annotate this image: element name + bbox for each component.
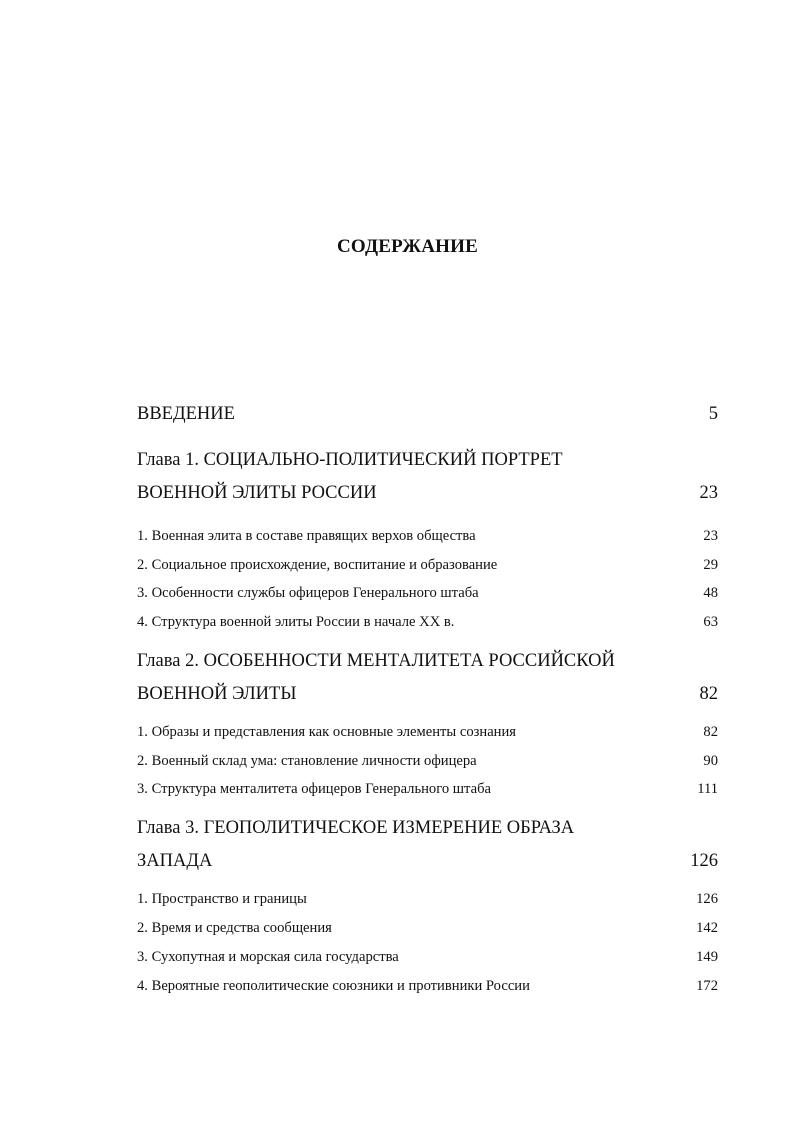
toc-section-page: 90 <box>703 753 718 769</box>
toc-section-page: 29 <box>703 557 718 573</box>
toc-section <box>137 614 718 631</box>
chapter-3-page: 126 <box>690 851 718 871</box>
toc-section-label: 4. Структура военной элиты России в начале XX в. <box>137 614 455 630</box>
chapter-2-title-line2 <box>137 684 718 705</box>
toc-section <box>137 978 718 995</box>
toc-section-label: 4. Вероятные геополитические союзники и противники России <box>137 978 530 994</box>
chapter-2-title: ВОЕННОЙ ЭЛИТЫ <box>137 684 297 704</box>
toc-section-label: 1. Образы и представления как основные элементы сознания <box>137 724 517 740</box>
toc-section <box>137 585 718 602</box>
chapter-1-title-line1: Глава 1. СОЦИАЛЬНО-ПОЛИТИЧЕСКИЙ ПОРТРЕТ <box>137 450 563 470</box>
toc-section-label: 3. Особенности службы офицеров Генерального штаба <box>137 585 479 601</box>
toc-section <box>137 949 718 966</box>
toc-section-page: 23 <box>703 528 718 544</box>
toc-section-label: 1. Пространство и границы <box>137 891 307 907</box>
toc-section-page: 48 <box>703 585 718 601</box>
page-title: СОДЕРЖАНИЕ <box>337 236 478 257</box>
toc-section-page: 172 <box>696 978 718 994</box>
chapter-3-title-line1: Глава 3. ГЕОПОЛИТИЧЕСКОЕ ИЗМЕРЕНИЕ ОБРАЗА <box>137 818 575 838</box>
toc-section <box>137 781 718 798</box>
chapter-2-page: 82 <box>699 684 718 704</box>
toc-section <box>137 557 718 574</box>
toc-intro-page: 5 <box>708 404 718 424</box>
chapter-1-title: ВОЕННОЙ ЭЛИТЫ РОССИИ <box>137 483 377 503</box>
toc-section-label: 1. Военная элита в составе правящих верхов общества <box>137 528 476 544</box>
toc-section <box>137 891 718 908</box>
toc-section <box>137 528 718 545</box>
chapter-2-title-line1: Глава 2. ОСОБЕННОСТИ МЕНТАЛИТЕТА РОССИЙСКОЙ <box>137 651 615 671</box>
chapter-3-title-line2 <box>137 851 718 872</box>
toc-section-label: 3. Сухопутная и морская сила государства <box>137 949 399 965</box>
chapter-1-page: 23 <box>699 483 718 503</box>
toc-section <box>137 920 718 937</box>
toc-section-page: 126 <box>696 891 718 907</box>
toc-section-label: 3. Структура менталитета офицеров Генерального штаба <box>137 781 491 797</box>
toc-section <box>137 753 718 770</box>
toc-section-page: 82 <box>703 724 718 740</box>
toc-intro <box>137 404 718 425</box>
toc-section-page: 142 <box>696 920 718 936</box>
chapter-1-title-line2 <box>137 483 718 504</box>
toc-section-label: 2. Социальное происхождение, воспитание и образование <box>137 557 498 573</box>
toc-section-page: 63 <box>703 614 718 630</box>
toc-intro-label: ВВЕДЕНИЕ <box>137 404 235 424</box>
chapter-3-title: ЗАПАДА <box>137 851 213 871</box>
toc-section-page: 111 <box>697 781 718 797</box>
toc-section-label: 2. Военный склад ума: становление личности офицера <box>137 753 477 769</box>
toc-section <box>137 724 718 741</box>
toc-section-label: 2. Время и средства сообщения <box>137 920 332 936</box>
toc-section-page: 149 <box>696 949 718 965</box>
